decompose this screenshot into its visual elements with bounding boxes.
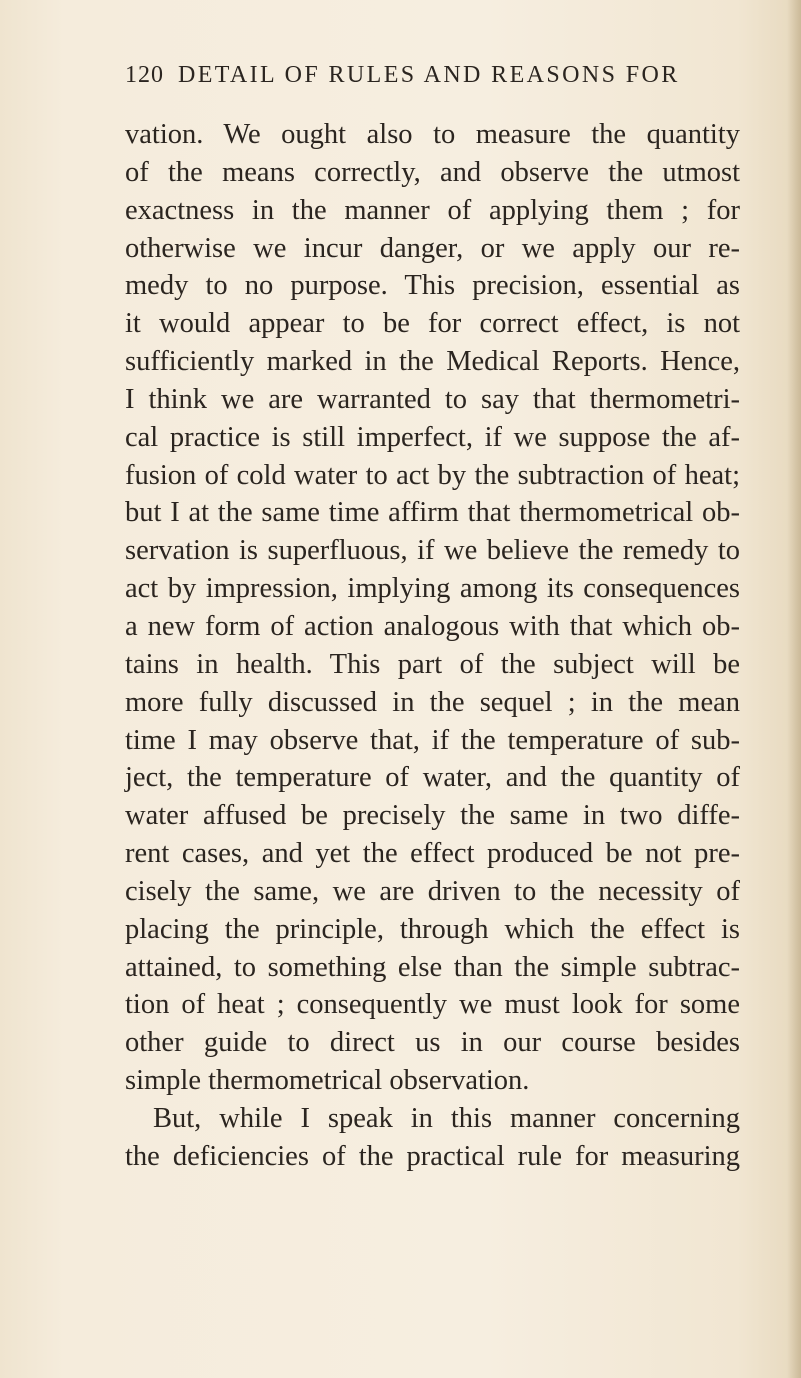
text-line: rent cases, and yet the effect produced be not pre- — [125, 838, 740, 870]
text-line: ject, the temperature of water, and the quantity of — [125, 762, 740, 794]
running-head — [125, 62, 685, 94]
text-line: I think we are warranted to say that thermometri- — [125, 383, 740, 415]
text-line: simple thermometrical observation. — [125, 1065, 530, 1097]
text-line: but I at the same time affirm that thermometrical ob- — [125, 497, 740, 529]
text-line: exactness in the manner of applying them ; for — [125, 194, 740, 226]
text-line: vation. We ought also to measure the quantity — [125, 119, 740, 150]
text-line: attained, to something else than the simple subtrac- — [125, 951, 740, 983]
text-line: fusion of cold water to act by the subtraction of heat; — [125, 459, 740, 491]
page-edge-shadow — [787, 0, 801, 1378]
text-line: more fully discussed in the sequel ; in the mean — [125, 686, 740, 718]
body-text — [125, 116, 740, 1176]
text-line: water affused be precisely the same in two diffe- — [125, 800, 740, 832]
text-line: other guide to direct us in our course besides — [125, 1027, 740, 1059]
text-line: of the means correctly, and observe the utmost — [125, 156, 740, 188]
text-line: time I may observe that, if the temperature of sub- — [125, 724, 740, 756]
text-line: tion of heat ; consequently we must look for some — [125, 989, 740, 1021]
text-line: medy to no purpose. This precision, essential as — [125, 270, 740, 302]
text-line: sufficiently marked in the Medical Reports. Hence, — [125, 346, 740, 378]
text-line: servation is superfluous, if we believe the remedy to — [125, 535, 740, 567]
text-line: cisely the same, we are driven to the necessity of — [125, 875, 740, 907]
text-line: But, while I speak in this manner concerning — [153, 1102, 740, 1134]
text-line: otherwise we incur danger, or we apply our re- — [125, 232, 740, 264]
text-line: the deficiencies of the practical rule for measuring — [125, 1140, 740, 1172]
running-head-title: DETAIL OF RULES AND REASONS FOR — [178, 62, 680, 88]
text-line: tains in health. This part of the subject will be — [125, 648, 740, 680]
text-line: act by impression, implying among its consequences — [125, 573, 740, 605]
page-number: 120 — [125, 62, 164, 88]
text-line: it would appear to be for correct effect, is not — [125, 308, 740, 340]
text-line: placing the principle, through which the effect is — [125, 913, 740, 945]
text-line: a new form of action analogous with that which ob- — [125, 610, 740, 642]
text-line: cal practice is still imperfect, if we suppose the af- — [125, 421, 740, 453]
